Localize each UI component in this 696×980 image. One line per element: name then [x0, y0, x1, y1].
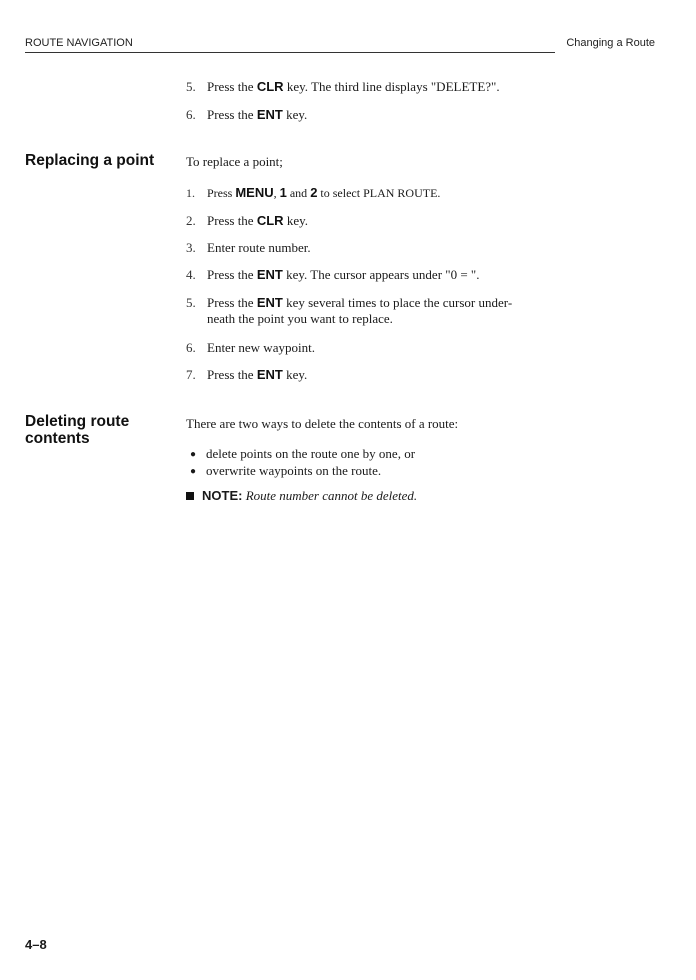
note-square-icon — [186, 492, 194, 500]
list-item: ● overwrite waypoints on the route. — [190, 463, 382, 478]
replace-step-1: 1. Press MENU, 1 and 2 to select PLAN ROUTE. — [186, 185, 441, 200]
clr-key-label: CLR — [256, 79, 284, 94]
replacing-point-heading: Replacing a point — [25, 152, 155, 169]
note-line — [186, 488, 586, 504]
replace-step-5: 5. Press the ENT key several times to place the cursor under- neath the point you want to replace. — [186, 295, 513, 326]
clr-key-label: CLR — [256, 213, 284, 228]
deleting-intro: There are two ways to delete the contents of a route: — [186, 416, 459, 431]
bullet-dot-icon: ● — [190, 449, 197, 460]
page-header — [25, 37, 655, 53]
deleting-heading-line1: Deleting route — [25, 413, 130, 430]
page-number: 4–8 — [25, 937, 47, 952]
top-step-5: 5. Press the CLR key. The third line displays "DELETE?". — [186, 79, 500, 94]
ent-key-label: ENT — [256, 295, 283, 310]
header-section-title: ROUTE NAVIGATION — [25, 37, 133, 49]
note-text: Route number cannot be deleted. — [245, 488, 418, 503]
replace-step-7: 7. Press the ENT key. — [186, 367, 308, 382]
note-label: NOTE: — [202, 488, 243, 503]
header-chapter-title: Changing a Route — [566, 37, 655, 49]
ent-key-label: ENT — [256, 267, 283, 282]
key-2-label: 2 — [310, 185, 318, 200]
replacing-intro: To replace a point; — [186, 154, 283, 169]
top-step-6: 6. Press the ENT key. — [186, 107, 308, 122]
deleting-route-heading — [25, 413, 129, 447]
replace-step-2: 2. Press the CLR key. — [186, 213, 308, 228]
replace-step-3: 3. Enter route number. — [186, 240, 311, 255]
ent-key-label: ENT — [256, 367, 283, 382]
list-item: ● delete points on the route one by one, or — [190, 446, 416, 461]
replace-step-6: 6. Enter new waypoint. — [186, 340, 315, 355]
bullet-dot-icon: ● — [190, 466, 197, 477]
deleting-heading-line2: contents — [25, 430, 90, 447]
ent-key-label: ENT — [256, 107, 283, 122]
header-divider — [25, 52, 555, 53]
menu-key-label: MENU — [235, 185, 274, 200]
key-1-label: 1 — [279, 185, 287, 200]
replace-step-4: 4. Press the ENT key. The cursor appears under "0 = ". — [186, 267, 480, 282]
